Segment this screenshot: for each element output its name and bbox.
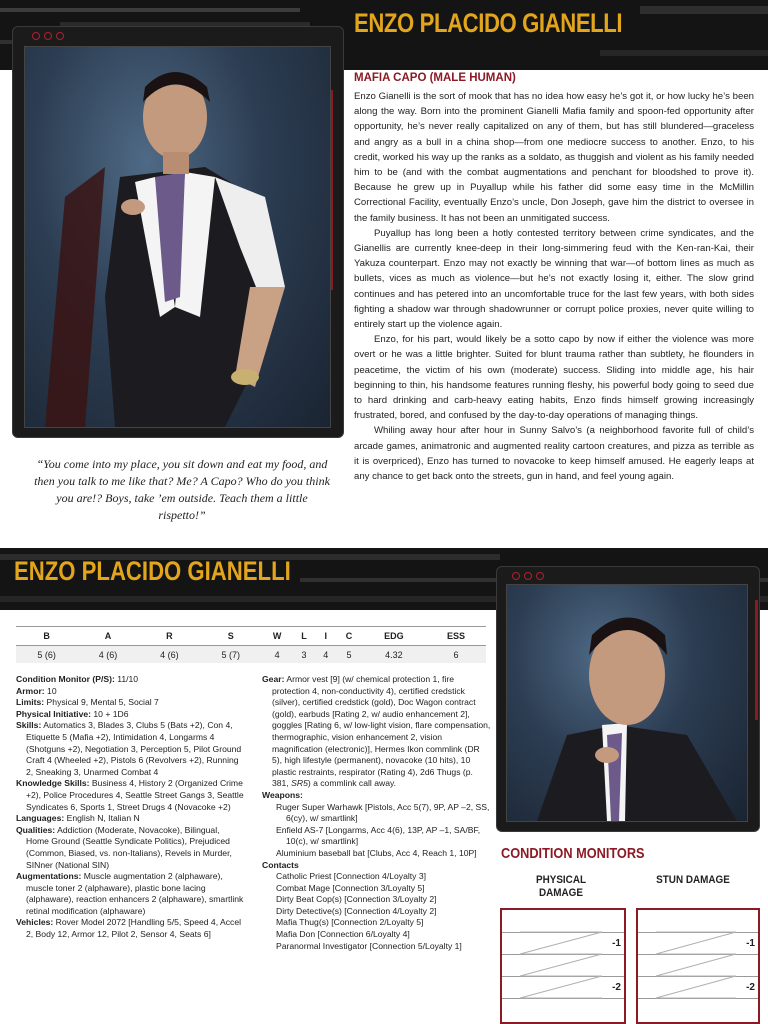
portrait-illustration — [507, 585, 747, 821]
stat-text: 11/10 — [114, 674, 139, 684]
stat-block-title: ENZO PLACIDO GIANELLI — [14, 556, 291, 586]
character-portrait-small — [506, 584, 748, 822]
bio-paragraph: Enzo Gianelli is the sort of mook that has no idea how easy he’s got it, or how lucky he’s been along the way. Born into the prominent Gianelli Mafia family and spoon-fed opportunity after opportunity, he’s never really capitalized on any of them, but has still blundered—graceless and angry as a bull in a china shop—from one mediocre success to another. Enzo, to his credit, worked his way up the ranks as a soldato, as thuggish and violent as his family needed him to be (and with the combat augmentations and penchant for bloodshed to prove it). Because he grew up in Puyallup while his father did some easy time in the McMillin Correctional Facility, eventually Enzo’s uncle, Don Joseph, gave him the district to oversee in the family business. It has not been an unmitigated success. — [354, 91, 754, 224]
stat-line — [16, 778, 244, 813]
gear-text: Armor vest [9] (w/ chemical protection 1, fire protection 4, non-conductivity 4), certified credstick (silver), certified credstick (gold), Doc Wagon contract (gold), earbuds [Rating 2, w/ audio enhancement 2], goggles [Rating 6, w/ low-light vision, flare compensation, thermographic, vision enhancement 2, vision magnification (electronic)], Hermes Ikon commlink (DR 5), high lifestyle (permanent), novacoke (10 hits), 10 plastic restraints, respirator (Rating 4), 2d6 Thugs (p. 381, — [272, 674, 491, 789]
stat-label: Limits: — [16, 697, 45, 708]
frame-accent — [755, 600, 758, 720]
stat-label: Languages: — [16, 813, 65, 824]
attr-header: ESS — [426, 627, 486, 646]
bio-paragraph: Whiling away hour after hour in Sunny Salvo’s (a neighborhood favorite full of child’s arcade games, animatronic and augmented reality cartoon creatures, and pizza as terrible as it is overpriced), Enzo has turned to novacoke to keep himself amused. He eagerly leaps at any chance to get back onto the streets, gun in hand, and feel young again. — [354, 425, 754, 483]
attr-header: L — [293, 627, 315, 646]
weapons-heading — [262, 790, 492, 802]
character-portrait — [24, 46, 331, 428]
contacts-heading — [262, 860, 492, 872]
contact-item: Combat Mage [Connection 3/Loyalty 5] — [276, 882, 425, 893]
stat-text: 10 — [44, 685, 57, 696]
stat-text: Physical 9, Mental 5, Social 7 — [44, 697, 159, 708]
weapons-label: Weapons: — [262, 789, 303, 800]
attr-value: 6 — [426, 646, 486, 664]
stat-line — [16, 697, 244, 709]
attr-header: C — [336, 627, 361, 646]
stat-label: Qualities: — [16, 824, 56, 835]
condition-monitors-title: CONDITION MONITORS — [501, 845, 645, 862]
physical-damage-label: PHYSICAL DAMAGE — [535, 874, 587, 899]
weapon-item: Aluminium baseball bat [Clubs, Acc 4, Reach 1, 10P] — [276, 847, 477, 858]
stat-line — [16, 709, 244, 721]
frame-dots — [512, 572, 544, 580]
gear-ref: SR5 — [291, 778, 308, 789]
stat-label: Physical Initiative: — [16, 708, 91, 719]
stat-text: Rover Model 2072 [Handling 5/5, Speed 4, Accel 2, Body 12, Armor 12, Pilot 2, Sensor 4, Seats 6] — [26, 917, 242, 940]
attr-header: R — [139, 627, 200, 646]
stat-text: 10 + 1D6 — [91, 708, 129, 719]
contact-item: Dirty Beat Cop(s) [Connection 3/Loyalty 2] — [276, 894, 437, 905]
attr-value: 4 — [261, 646, 292, 664]
contact-item: Mafia Thug(s) [Connection 2/Loyalty 5] — [276, 917, 424, 928]
attr-value: 5 (7) — [200, 646, 261, 664]
frame-dots — [32, 32, 64, 40]
wound-modifier: -2 — [612, 982, 621, 993]
stat-line — [16, 871, 244, 917]
bio-paragraph: Puyallup has long been a hotly contested territory between crime syndicates, and the Gianellis are currently knee-deep in their long-simmering feud with the Ken-ran-Kai, their Yakuza counterpart. Enzo may not exactly be winning that war—of bottom lines as much as bullets, vices as much as violence—but he’s not exactly losing it, either. The slow grind continues and has petered into an uncomfortable truce for the last few years, with both sides fighting a shadow war through shadowrunner or corrupt police proxies, never quite willing to entirely start up the violence again. — [354, 227, 754, 331]
track-zigzag — [638, 910, 758, 1022]
track-zigzag — [502, 910, 624, 1022]
stat-label: Condition Monitor (P/S): — [16, 674, 115, 684]
attr-value: 4 — [315, 646, 336, 664]
attr-header: W — [261, 627, 292, 646]
gear-line — [262, 674, 492, 790]
attr-value: 4 (6) — [139, 646, 200, 664]
physical-damage-track[interactable] — [500, 908, 626, 1024]
stat-line — [16, 917, 244, 940]
stun-damage-label: STUN DAMAGE — [656, 874, 730, 886]
bio-paragraph: Enzo, for his part, would likely be a sotto capo by now if either the violence was more overt or he was a little brighter. Suited for blunt trauma rather than subtlety, he flounders in peacetime, the victim of his own (moderate) success. Sliding into middle age, his hair beginning to thin, his handsome features running fleshy, his powerful body going to seed due to hard drinking and carb-heavy eating habits, Enzo finds himself growing increasingly frustrated, bored, and confused by the day-to-day operations of managing things. — [354, 334, 754, 422]
portrait-illustration — [25, 47, 330, 427]
weapon-item: Ruger Super Warhawk [Pistols, Acc 5(7), 9P, AP –2, SS, 6(cy), w/ smartlink] — [276, 801, 490, 824]
attributes-value-row — [16, 646, 486, 664]
gear-tail: ) a commlink call away. — [307, 778, 397, 789]
stat-label: Augmentations: — [16, 871, 82, 882]
character-quote: “You come into my place, you sit down and eat my food, and then you talk to me like that? Me? A Capo? Who do you think you are!? Boys, take ’em outside. Teach them a little rispetto!” — [34, 457, 330, 522]
stats-left-column — [16, 674, 244, 941]
stat-text: English N, Italian N — [64, 813, 140, 824]
attr-header: B — [16, 627, 77, 646]
stat-label: Knowledge Skills: — [16, 778, 90, 789]
attr-value: 4.32 — [362, 646, 426, 664]
stat-label: Skills: — [16, 720, 42, 731]
stat-line — [16, 720, 244, 778]
attr-header: I — [315, 627, 336, 646]
gear-label: Gear: — [262, 674, 285, 684]
contact-item: Catholic Priest [Connection 4/Loyalty 3] — [276, 871, 426, 882]
subtitle: MAFIA CAPO (MALE HUMAN) — [354, 72, 516, 84]
stat-label: Vehicles: — [16, 917, 54, 928]
attr-value: 5 (6) — [16, 646, 77, 664]
attr-value: 4 (6) — [77, 646, 138, 664]
attr-header: EDG — [362, 627, 426, 646]
contact-item: Mafia Don [Connection 6/Loyalty 4] — [276, 929, 410, 940]
stat-line — [16, 686, 244, 698]
attr-value: 3 — [293, 646, 315, 664]
contacts-label: Contacts — [262, 859, 299, 870]
stat-line — [16, 825, 244, 871]
stat-line — [16, 813, 244, 825]
weapon-item: Enfield AS-7 [Longarms, Acc 4(6), 13P, AP –1, SA/BF, 10(c), w/ smartlink] — [276, 824, 481, 847]
stats-right-column — [262, 674, 492, 952]
wound-modifier: -2 — [746, 982, 755, 993]
attr-header: A — [77, 627, 138, 646]
contact-item: Paranormal Investigator [Connection 5/Loyalty 1] — [276, 940, 462, 951]
stat-line — [16, 674, 244, 686]
stat-text: Muscle augmentation 2 (alphaware), muscle toner 2 (alphaware), plastic bone lacing (alphaware), reaction enhancers 2 (alphaware), smartlink retinal modification (alphaware) — [26, 871, 244, 916]
biography — [354, 89, 754, 484]
wound-modifier: -1 — [746, 938, 755, 949]
attr-value: 5 — [336, 646, 361, 664]
contact-item: Dirty Detective(s) [Connection 4/Loyalty 2] — [276, 905, 437, 916]
stat-text: Business 4, History 2 (Organized Crime +2), Police Procedures 4, Seattle Street Gangs 3, Seattle Syndicates 6, Sports 1, Street Drugs 4 (Novacoke +2) — [26, 778, 244, 812]
stat-text: Addiction (Moderate, Novacoke), Bilingual, Home Ground (Seattle Syndicate Politics), Prejudiced (Common, Biased, vs. non-Italians), Revels in Murder, SINner (National SIN) — [26, 824, 232, 870]
page-title: ENZO PLACIDO GIANELLI — [354, 8, 623, 38]
stat-text: Automatics 3, Blades 3, Clubs 5 (Bats +2), Con 4, Etiquette 5 (Mafia +2), Intimidation 4, Longarms 4 (Shotguns +2), Negotiation 3, Perception 5, Pilot Ground Craft 4 (Wheeled +2), Pistols 6 (Revolvers +2), Running 2, Sneaking 3, Unarmed Combat 4 — [26, 720, 242, 777]
stat-label: Armor: — [16, 685, 45, 696]
stun-damage-track[interactable] — [636, 908, 760, 1024]
attr-header: S — [200, 627, 261, 646]
attributes-header-row — [16, 627, 486, 646]
attributes-table — [16, 626, 486, 663]
wound-modifier: -1 — [612, 938, 621, 949]
